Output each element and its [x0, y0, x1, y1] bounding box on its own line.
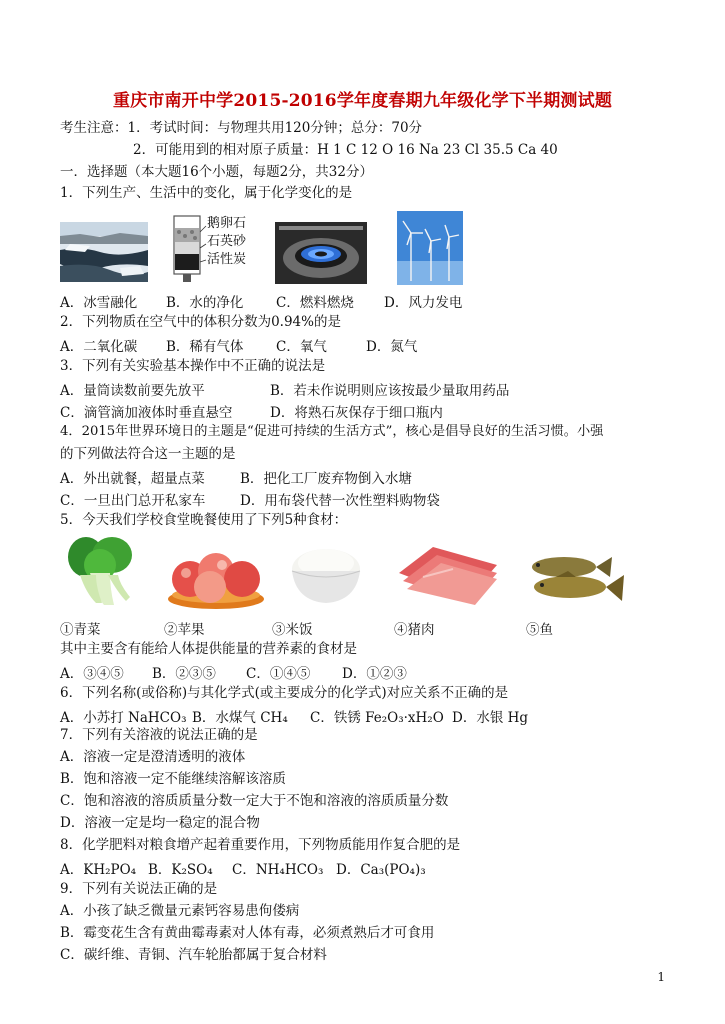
q1-option-a[interactable]: A．冰雪融化: [60, 295, 138, 311]
q9-option-b[interactable]: B．霉变花生含有黄曲霉毒素对人体有毒，必须煮熟后才可食用: [60, 925, 435, 941]
q8-option-c[interactable]: C．NH₄HCO₃: [232, 862, 324, 878]
snow-melting-image: [60, 222, 148, 282]
q8-stem: 8．化学肥料对粮食增产起着重要作用，下列物质能用作复合肥的是: [60, 837, 461, 853]
q7-option-d[interactable]: D．溶液一定是均一稳定的混合物: [60, 815, 260, 831]
notes-time: 1．考试时间：与物理共用120分钟；总分：70分: [127, 120, 423, 136]
food-label-1: ①青菜: [60, 622, 101, 638]
food-label-2: ②苹果: [164, 622, 205, 638]
q5-option-c[interactable]: C．①④⑤: [246, 666, 311, 682]
q5-option-b[interactable]: B．②③⑤: [152, 666, 216, 682]
q9-option-a[interactable]: A．小孩了缺乏微量元素钙容易患佝偻病: [60, 903, 300, 919]
notes-line2: 2．可能用到的相对原子质量：H 1 C 12 O 16 Na 23 Cl 35.5 Ca 40: [133, 142, 558, 158]
q2-option-b[interactable]: B．稀有气体: [166, 339, 244, 355]
q8-option-a[interactable]: A．KH₂PO₄: [60, 862, 137, 878]
q2-option-d[interactable]: D．氮气: [366, 339, 418, 355]
q3-option-a[interactable]: A．量筒读数前要先放平: [60, 383, 205, 399]
q2-option-a[interactable]: A．二氧化碳: [60, 339, 138, 355]
wind-turbine-image: [397, 211, 463, 285]
q1-option-b[interactable]: B．水的净化: [166, 295, 244, 311]
q1-option-c[interactable]: C．燃料燃烧: [276, 295, 354, 311]
rice-bowl-image: [288, 539, 364, 609]
bok-choy-image: [60, 535, 140, 609]
q4-option-c[interactable]: C．一旦出门总开私家车: [60, 493, 206, 509]
q3-option-d[interactable]: D．将熟石灰保存于细口瓶内: [270, 405, 443, 421]
q1-option-d[interactable]: D．风力发电: [384, 295, 463, 311]
q4-stem-line2: 的下列做法符合这一主题的是: [60, 446, 236, 462]
q6-option-c[interactable]: C．铁锈 Fe₂O₃·xH₂O: [310, 710, 444, 726]
q7-option-a[interactable]: A．溶液一定是澄清透明的液体: [60, 749, 246, 765]
q7-stem: 7．下列有关溶液的说法正确的是: [60, 727, 258, 743]
q9-option-c[interactable]: C．碳纤维、青铜、汽车轮胎都属于复合材料: [60, 947, 327, 963]
q5-question: 其中主要含有能给人体提供能量的营养素的食材是: [60, 641, 357, 657]
q4-stem-line1: 4．2015年世界环境日的主题是“促进可持续的生活方式”，核心是倡导良好的生活习惯。小强: [60, 424, 604, 439]
q1-stem: 1．下列生产、生活中的变化，属于化学变化的是: [60, 185, 353, 201]
q5-option-a[interactable]: A．③④⑤: [60, 666, 124, 682]
filter-label-pebble: 鹅卵石: [207, 216, 247, 231]
exam-title: 重庆市南开中学2015-2016学年度春期九年级化学下半期测试题: [112, 91, 613, 111]
notes-line1: [60, 119, 422, 137]
q6-option-d[interactable]: D．水银 Hg: [452, 710, 529, 726]
q5-stem: 5．今天我们学校食堂晚餐使用了下列5种食材：: [60, 512, 348, 528]
food-label-5: ⑤鱼: [526, 622, 553, 638]
q6-option-b[interactable]: B．水煤气 CH₄: [192, 710, 288, 726]
food-label-3: ③米饭: [272, 622, 313, 638]
pork-image: [393, 539, 503, 609]
q3-stem: 3．下列有关实验基本操作中不正确的说法是: [60, 358, 326, 374]
q6-stem: 6．下列名称(或俗称)与其化学式(或主要成分的化学式)对应关系不正确的是: [60, 685, 509, 701]
q3-option-c[interactable]: C．滴管滴加液体时垂直悬空: [60, 405, 233, 421]
page-number: 1: [657, 970, 665, 984]
q4-option-d[interactable]: D．用布袋代替一次性塑料购物袋: [240, 493, 440, 509]
q3-option-b[interactable]: B．若未作说明则应该按最少量取用药品: [270, 383, 510, 399]
q2-stem: 2．下列物质在空气中的体积分数为0.94%的是: [60, 314, 341, 330]
q7-option-c[interactable]: C．饱和溶液的溶质质量分数一定大于不饱和溶液的溶质质量分数: [60, 793, 449, 809]
apples-image: [166, 539, 266, 611]
q7-option-b[interactable]: B．饱和溶液一定不能继续溶解该溶质: [60, 771, 286, 787]
q4-option-b[interactable]: B．把化工厂废弃物倒入水塘: [240, 471, 412, 487]
gas-stove-image: [275, 222, 367, 284]
section-heading: 一．选择题（本大题16个小题，每题2分，共32分）: [60, 164, 373, 180]
q6-option-a[interactable]: A．小苏打 NaHCO₃: [60, 710, 187, 726]
notes-label: 考生注意：: [60, 120, 128, 136]
filter-label-sand: 石英砂: [207, 234, 247, 249]
food-label-4: ④猪肉: [394, 622, 435, 638]
fish-image: [516, 543, 628, 609]
q8-option-b[interactable]: B．K₂SO₄: [148, 862, 213, 878]
q5-option-d[interactable]: D．①②③: [342, 666, 407, 682]
water-filter-image: [170, 214, 260, 284]
q2-option-c[interactable]: C．氧气: [276, 339, 327, 355]
q8-option-d[interactable]: D．Ca₃(PO₄)₃: [336, 862, 426, 878]
filter-label-carbon: 活性炭: [207, 252, 247, 267]
q4-option-a[interactable]: A．外出就餐，超量点菜: [60, 471, 205, 487]
q9-stem: 9．下列有关说法正确的是: [60, 881, 218, 897]
